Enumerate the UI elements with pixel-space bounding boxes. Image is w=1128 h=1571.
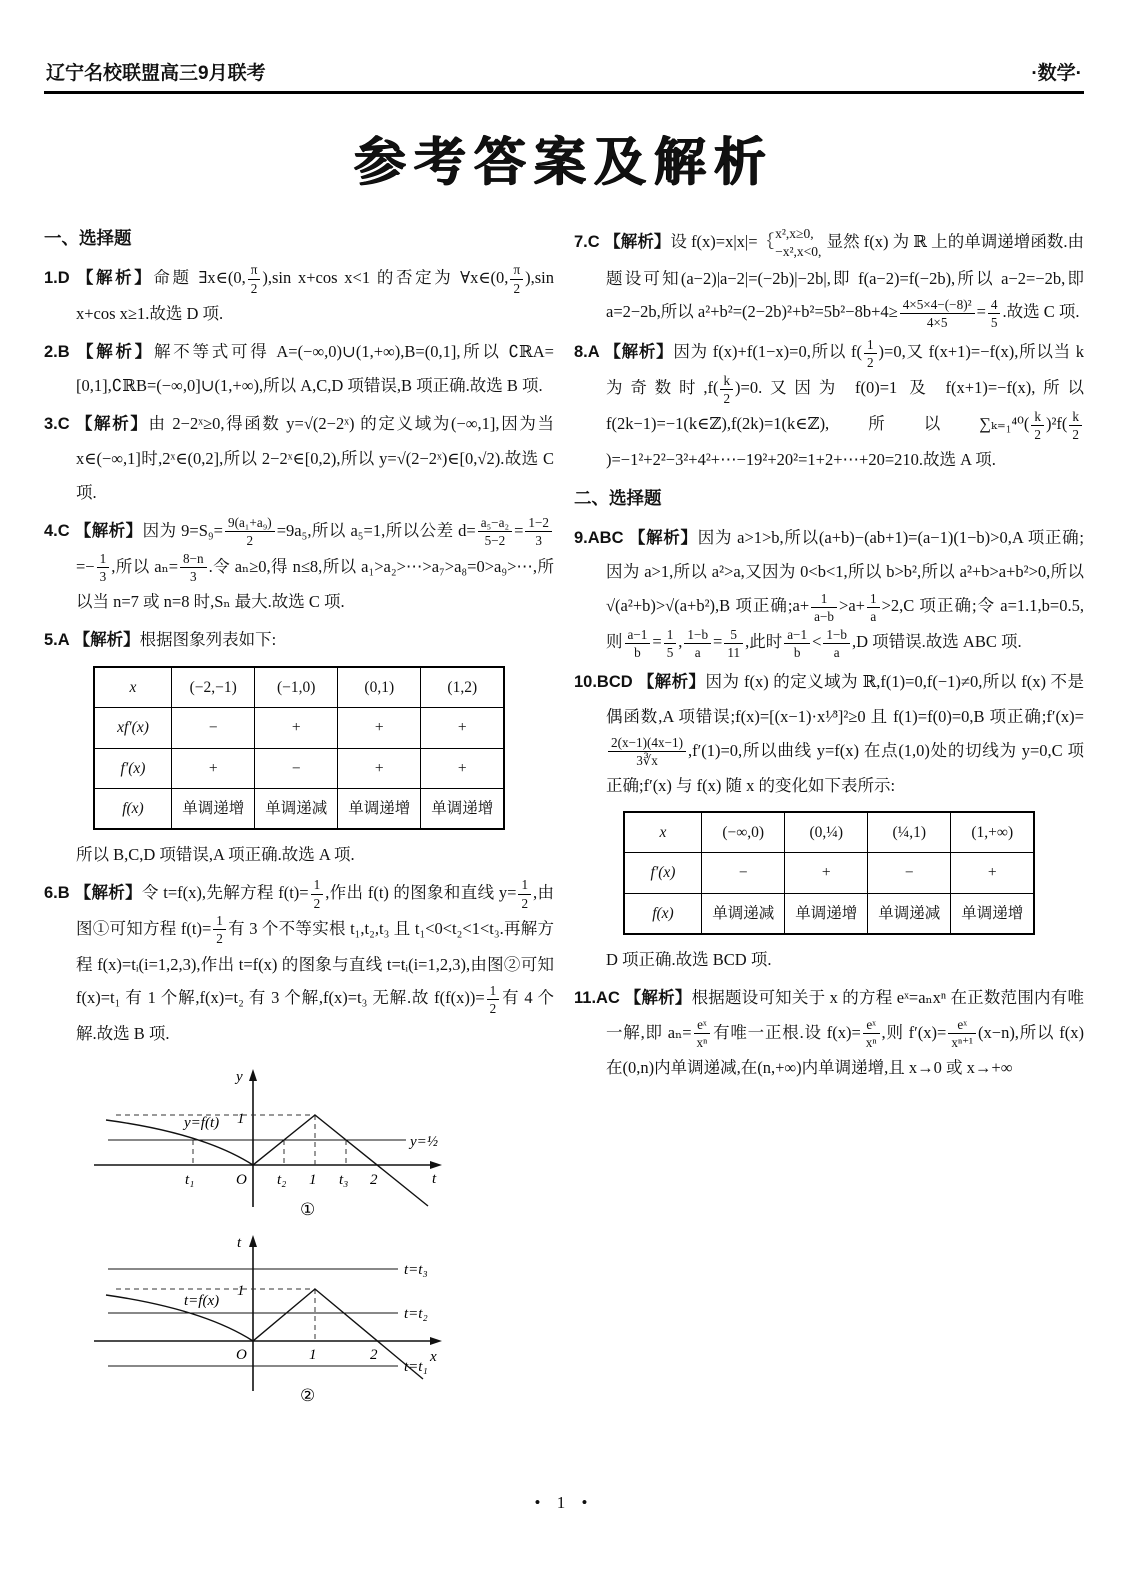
content-columns (44, 221, 1084, 1407)
table-row (94, 788, 505, 829)
table-row-header: x (624, 812, 702, 853)
table-cell: 单调递增 (421, 788, 505, 829)
answer-label: 1.D 【解析】 (44, 268, 154, 287)
table-cell: + (172, 748, 255, 788)
t-axis-arrow (249, 1235, 257, 1247)
solution-text: 因为 a>1>b,所以(a+b)−(ab+1)=(a−1)(1−b)>0,A 项正确;因为 a>1,所以 a²>a,又因为 0<b<1,所以 b>b²,所以 a²+b>a+b²>0,所以 √(a²+b)>√(a+b²),B 项正确;a+ $\frac{1}{a-b}$ >a+ $\frac{1}{a}$ >2,C 项正确;令 a=1.1,b=0.5,则 $\frac{a-1}{b}$ = $\frac{1}{5}$ , $\frac{1-b}{a}$ = $\frac{5}{11}$ ,此时 $\frac{a-1}{b}$ < $\frac{1-b}{a}$ ,D 项错误.故选 ABC 项. (606, 527, 1084, 660)
solution-text: 根据图象列表如下: (139, 630, 277, 650)
figure1-caption: ① (300, 1200, 316, 1218)
table-cell: − (255, 748, 338, 788)
fraction: $\frac{\text{4×5×4−(−8)²}}{4\times 5}$ (900, 296, 975, 331)
table-row-header: f′(x) (94, 748, 172, 788)
fraction: $\frac{4}{5}$ (988, 296, 1001, 331)
figure1-graph (88, 1065, 448, 1217)
table-cell: (−∞,0) (702, 812, 785, 853)
answer-label: 6.B 【解析】 (44, 883, 142, 902)
table-row (624, 853, 1035, 893)
right-column (574, 221, 1084, 1407)
solution-9 (574, 521, 1084, 661)
left-column (44, 221, 554, 1407)
table-row (624, 893, 1035, 934)
table-row (94, 748, 505, 788)
fraction: $\frac{1}{a-b}$ (811, 590, 837, 625)
t-axis-label: t (237, 1235, 242, 1252)
fraction: $\frac{1}{a}$ (867, 590, 880, 625)
curve-left-branch (106, 1295, 253, 1341)
table-cell: 单调递增 (951, 893, 1035, 934)
table-row-header: f′(x) (624, 853, 702, 893)
table-cell: 单调递减 (255, 788, 338, 829)
answer-label: 7.C 【解析】 (574, 233, 671, 252)
table-cell: − (172, 708, 255, 748)
figure-1 (88, 1065, 554, 1217)
table-cell: + (951, 853, 1035, 893)
x-axis-arrow (430, 1337, 442, 1345)
answer-label: 3.C 【解析】 (44, 415, 149, 434)
t3-line-label: t=t₃ (404, 1262, 428, 1279)
table-row-header: x (94, 667, 172, 708)
solution-10 (574, 665, 1084, 803)
table-cell: + (785, 853, 868, 893)
curve-right-branch (253, 1115, 428, 1206)
table-row (94, 667, 505, 708)
solution-5 (44, 623, 554, 658)
origin-label: O (236, 1347, 247, 1364)
header-exam-title: 辽宁名校联盟高三9月联考 (46, 63, 266, 84)
solution-3 (44, 407, 554, 509)
fraction: $\frac{k}{2}$ (1031, 408, 1044, 443)
x2-label: 2 (370, 1347, 378, 1364)
solution-5-conclusion: 所以 B,C,D 项错误,A 项正确.故选 A 项. (76, 845, 355, 864)
section-heading-1: 一、选择题 (44, 228, 132, 248)
solution-text: 因为 9=S₉= $\frac{\text{9(a₁+a₉)}}{2}$ =9a₅,所以 a₅=1,所以公差 d= $\frac{\text{a₅−a₂}}{5-2}$ = $\frac{1-2}{3}$ =− $\frac{1}{3}$ ,所以 aₙ= $\frac{8-n}{3}$ .令 aₙ≥0,得 n≤8,所以 a₁>a₂>⋯>a₇>a₈=0>a₉>⋯,所以当 n=7 或 n=8 时,Sₙ 最大.故选 C 项. (76, 515, 554, 612)
fraction: $\frac{k}{2}$ (1069, 408, 1082, 443)
fraction: $\frac{a-1}{b}$ (784, 626, 810, 661)
figure2-graph (88, 1231, 448, 1403)
answer-label: 4.C 【解析】 (44, 521, 143, 540)
fraction: $\frac{\text{9(a₁+a₉)}}{2}$ (225, 514, 275, 549)
solution-6 (44, 876, 554, 1051)
fraction: $\frac{2(x-1)(4x-1)}{3∛x}$ (608, 734, 686, 769)
table-cell: 单调递增 (785, 893, 868, 934)
table-cell: 单调递增 (172, 788, 255, 829)
solution-text: 解不等式可得 A=(−∞,0)∪(1,+∞),B=(0,1],所以 ∁ℝA=[0,1],∁ℝB=(−∞,0]∪(1,+∞),所以 A,C,D 项错误,B 项正确.故选 B 项. (76, 341, 554, 396)
fraction: $\frac{k}{2}$ (720, 372, 733, 407)
solution-8 (574, 335, 1084, 476)
t2-line-label: t=t₂ (404, 1306, 428, 1323)
x-axis-arrow (430, 1161, 442, 1169)
table-cell: + (421, 708, 505, 748)
tick-1-label: 1 (237, 1111, 245, 1128)
origin-label: O (236, 1172, 247, 1189)
answer-label: 9.ABC 【解析】 (574, 528, 698, 547)
table-cell: + (421, 748, 505, 788)
fraction: $\frac{\text{eˣ}}{\text{xⁿ}}$ (694, 1016, 711, 1051)
fraction: $\frac{1}{2}$ (487, 982, 500, 1017)
fraction: $\frac{1-b}{a}$ (823, 626, 850, 661)
page-title: 参考答案及解析 (353, 134, 774, 192)
figure-2 (88, 1231, 554, 1403)
table-cell: (−2,−1) (172, 667, 255, 708)
fraction: $\frac{1}{2}$ (213, 912, 226, 947)
table-cell: (1,2) (421, 667, 505, 708)
t3-label: t₃ (339, 1172, 349, 1189)
curve-label: y=f(t) (184, 1115, 220, 1132)
solution-text: 由 2−2ˣ≥0,得函数 y=√(2−2ˣ) 的定义域为(−∞,1],因为当 x∈(−∞,1]时,2ˣ∈(0,2],所以 2−2ˣ∈[0,2),所以 y=√(2−2ˣ)∈[0,√2).故选 C 项. (76, 414, 554, 502)
fraction: $\frac{\text{a₅−a₂}}{5-2}$ (478, 514, 512, 549)
t1-label: t₁ (185, 1172, 195, 1189)
page-header (44, 58, 1084, 91)
table-cell: − (868, 853, 951, 893)
answer-label: 8.A 【解析】 (574, 343, 674, 362)
x-axis-label: t (432, 1171, 437, 1188)
solution-text: 根据题设可知关于 x 的方程 eˣ=aₙxⁿ 在正数范围内有唯一解,即 aₙ= $\frac{\text{eˣ}}{\text{xⁿ}}$ 有唯一正根.设 f(x)= $\frac{\text{eˣ}}{\text{xⁿ}}$ ,则 f′(x)= $\frac{\text{eˣ}}{\text{xⁿ⁺¹}}$ (x−n),所以 f(x) 在(0,n)内单调递减,在(n,+∞)内单调递增,且 x→0 或 x→+∞ (606, 987, 1084, 1078)
answer-label: 11.AC 【解析】 (574, 988, 692, 1007)
fraction: $\frac{\text{eˣ}}{\text{xⁿ⁺¹}}$ (948, 1016, 976, 1051)
table-cell: 单调递增 (338, 788, 421, 829)
solution-1 (44, 261, 554, 331)
y-axis-arrow (249, 1069, 257, 1081)
fraction: $\frac{8-n}{3}$ (180, 550, 207, 585)
fraction: $\frac{1}{5}$ (664, 626, 677, 661)
fraction: $\frac{1}{3}$ (97, 550, 110, 585)
answer-label: 5.A 【解析】 (44, 631, 140, 650)
x-axis-label: x (430, 1349, 437, 1366)
figure2-caption: ② (300, 1386, 316, 1404)
table-cell: 单调递减 (702, 893, 785, 934)
solution-2 (44, 335, 554, 404)
table-cell: (0,¼) (785, 812, 868, 853)
table-cell: − (702, 853, 785, 893)
solution-11 (574, 981, 1084, 1086)
table-cell: (¼,1) (868, 812, 951, 853)
table-row (624, 812, 1035, 853)
curve-left-branch (106, 1120, 253, 1165)
x1-label: 1 (309, 1172, 317, 1189)
table-row (94, 708, 505, 748)
cases-stack: x²,x≥0, −x²,x<0, (775, 226, 822, 260)
fraction: $\frac{1-2}{3}$ (525, 514, 552, 549)
monotonicity-table-q5 (93, 666, 506, 830)
fraction: $\frac{5}{11}$ (724, 626, 743, 661)
table-cell: 单调递减 (868, 893, 951, 934)
solution-text: 令 t=f(x),先解方程 f(t)= $\frac{1}{2}$ ,作出 f(t) 的图象和直线 y= $\frac{1}{2}$ ,由图①可知方程 f(t)= $\frac{1}{2}$ 有 3 个不等实根 t₁,t₂,t₃ 且 t₁<0<t₂<1<t₃.再解方程 f(x)=tᵢ(i=1,2,3),作出 t=f(x) 的图象与直线 t=tᵢ(i=1,2,3),由图②可知 f(x)=t₁ 有 1 个解,f(x)=t₂ 有 3 个解,f(x)=t₃ 无解.故 f(f(x))= $\frac{1}{2}$ 有 4 个解.故选 B 项. (76, 877, 555, 1044)
solution-text: 因为 f(x) 的定义域为 ℝ,f(1)=0,f(−1)≠0,所以 f(x) 不是偶函数,A 项错误;f(x)=[(x−1)·x¹⁄³]²≥0 且 f(1)=f(0)=0,B 项正确;f′(x)= $\frac{2(x-1)(4x-1)}{3∛x}$ ,f′(1)=0,所以曲线 y=f(x) 在点(1,0)处的切线为 y=0,C 项正确;f′(x) 与 f(x) 随 x 的变化如下表所示: (606, 671, 1084, 796)
table-row-header: f(x) (624, 893, 702, 934)
curve-label: t=f(x) (184, 1293, 220, 1310)
fraction: $\frac{\pi}{2}$ (248, 261, 261, 296)
monotonicity-table-q10 (623, 811, 1036, 935)
table-cell: (0,1) (338, 667, 421, 708)
fraction: $\frac{a-1}{b}$ (625, 626, 651, 661)
half-line-label: y=½ (410, 1134, 439, 1151)
tick-1-label: 1 (237, 1283, 245, 1300)
x1-label: 1 (309, 1347, 317, 1364)
fraction: $\frac{1-b}{a}$ (684, 626, 711, 661)
fraction: $\frac{1}{2}$ (311, 876, 324, 911)
page-number: • 1 • (534, 1493, 594, 1512)
solution-4 (44, 514, 554, 620)
table-cell: + (338, 708, 421, 748)
table-cell: (1,+∞) (951, 812, 1035, 853)
solution-7 (574, 225, 1084, 331)
fraction: $\frac{1}{2}$ (518, 876, 531, 911)
solution-text: 因为 f(x)+f(1−x)=0,所以 f( $\frac{1}{2}$ )=0,又 f(x+1)=−f(x),所以当 k 为奇数时,f( $\frac{k}{2}$ )=0.又因为 f(0)=1 及 f(x+1)=−f(x),所以 f(2k−1)=−1(k∈ℤ),f(2k)=1(k∈ℤ),所以∑ₖ₌₁⁴⁰( $\frac{k}{2}$ )²f( $\frac{k}{2}$ )=−1²+2²−3²+4²+⋯−19²+20²=1+2+⋯+20=210.故选 A 项. (606, 336, 1085, 469)
t2-label: t₂ (277, 1172, 287, 1189)
table-cell: (−1,0) (255, 667, 338, 708)
x2-label: 2 (370, 1172, 378, 1189)
fraction: $\frac{1}{2}$ (864, 336, 877, 371)
table-row-header: f(x) (94, 788, 172, 829)
fraction: $\frac{\text{eˣ}}{\text{xⁿ}}$ (863, 1016, 880, 1051)
header-rule (44, 91, 1084, 94)
fraction: $\frac{\pi}{2}$ (510, 261, 523, 296)
solution-text: 设 f(x)=x|x|=｛ x²,x≥0, −x²,x<0, 显然 f(x) 为 ℝ 上的单调递增函数.由题设可知(a−2)|a−2|=(−2b)|−2b|,即 f(a−2)=f(−2b),所以 a−2=−2b,即 a=2−2b,所以 a²+b²=(2−2b)²+b²=5b²−8b+4≥ $\frac{\text{4×5×4−(−8)²}}{4\times 5}$ = $\frac{4}{5}$ .故选 C 项. (606, 226, 1085, 331)
solution-text: 命题 ∃x∈(0, $\frac{\pi}{2}$ ),sin x+cos x<1 的否定为 ∀x∈(0, $\frac{\pi}{2}$ ),sin x+cos x≥1.故选 D 项. (76, 262, 554, 323)
table-cell: + (338, 748, 421, 788)
solution-10-conclusion: D 项正确.故选 BCD 项. (606, 949, 772, 969)
answer-label: 10.BCD 【解析】 (574, 672, 706, 691)
header-subject: ·数学· (1031, 63, 1082, 84)
answer-label: 2.B 【解析】 (44, 342, 154, 361)
section-heading-2: 二、选择题 (574, 487, 662, 508)
t1-line-label: t=t₁ (404, 1359, 428, 1376)
table-row-header: xf′(x) (94, 708, 172, 748)
table-cell: + (255, 708, 338, 748)
y-axis-label: y (236, 1069, 243, 1086)
